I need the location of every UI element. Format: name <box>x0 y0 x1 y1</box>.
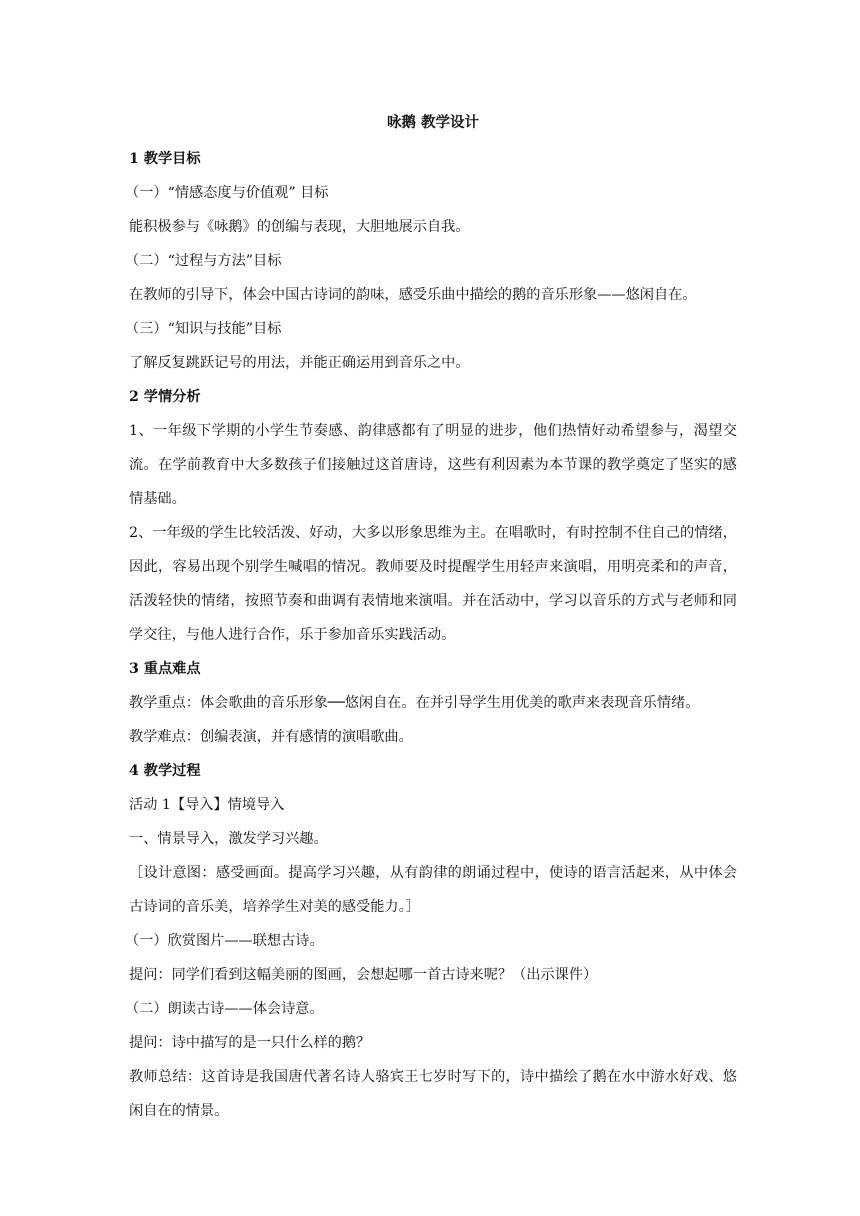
step-1-text: 一、情景导入，激发学习兴趣。 <box>129 831 328 847</box>
document-title: 咏鹅 教学设计 <box>386 114 480 131</box>
goal-1-title: （一）“情感态度与价值观” 目标 <box>125 185 329 201</box>
section-heading-process: 4 教学过程 <box>129 763 201 779</box>
difficulty-text: 教学难点：创编表演，并有感情的演唱歌曲。 <box>129 729 413 745</box>
analysis-paragraph-1: 1、一年级下学期的小学生节奏感、韵律感都有了明显的进步，他们热情好动希望参与，渴望交流。在学前教育中大多数孩子们接触过这首唐诗，这些有利因素为本节课的教学奠定了坚实的感情基础。 <box>129 423 737 507</box>
goal-3-text: 了解反复跳跃记号的用法，并能正确运用到音乐之中。 <box>129 355 470 371</box>
goal-3-title: （三）“知识与技能”目标 <box>125 321 282 337</box>
goal-1-text: 能积极参与《咏鹅》的创编与表现，大胆地展示自我。 <box>129 219 470 235</box>
document-body <box>125 109 737 1128</box>
sub-step-2: （二）朗读古诗——体会诗意。 <box>125 1001 324 1017</box>
section-heading-goals: 1 教学目标 <box>129 151 201 167</box>
section-heading-key-points: 3 重点难点 <box>129 661 201 677</box>
section-heading-analysis: 2 学情分析 <box>129 389 201 405</box>
goal-2-text: 在教师的引导下，体会中国古诗词的韵味，感受乐曲中描绘的鹅的音乐形象——悠闲自在。 <box>129 287 697 303</box>
sub-step-1: （一）欣赏图片——联想古诗。 <box>125 933 324 949</box>
analysis-paragraph-2: 2、一年级的学生比较活泼、好动，大多以形象思维为主。在唱歌时，有时控制不住自己的情绪，因此，容易出现个别学生喊唱的情况。教师要及时提醒学生用轻声来演唱，用明亮柔和的声音，活泼轻快的情绪，按照节奏和曲调有表情地来演唱。并在活动中，学习以音乐的方式与老师和同学交往，与他人进行合作，乐于参加音乐实践活动。 <box>129 525 737 643</box>
activity-1-title: 活动 1【导入】情境导入 <box>129 797 285 813</box>
question-2: 提问：诗中描写的是一只什么样的鹅？ <box>129 1035 371 1051</box>
goal-2-title: （二）“过程与方法”目标 <box>125 253 282 269</box>
question-1: 提问：同学们看到这幅美丽的图画，会想起哪一首古诗来呢？（出示课件） <box>129 967 598 983</box>
design-intent-text: ［设计意图：感受画面。提高学习兴趣，从有韵律的朗诵过程中，使诗的语言活起来，从中体会古诗词的音乐美，培养学生对美的感受能力。］ <box>129 865 737 915</box>
key-point-text: 教学重点：体会歌曲的音乐形象──悠闲自在。在并引导学生用优美的歌声来表现音乐情绪。 <box>129 695 700 711</box>
teacher-summary: 教师总结：这首诗是我国唐代著名诗人骆宾王七岁时写下的，诗中描绘了鹅在水中游水好戏、悠闲自在的情景。 <box>129 1069 737 1119</box>
